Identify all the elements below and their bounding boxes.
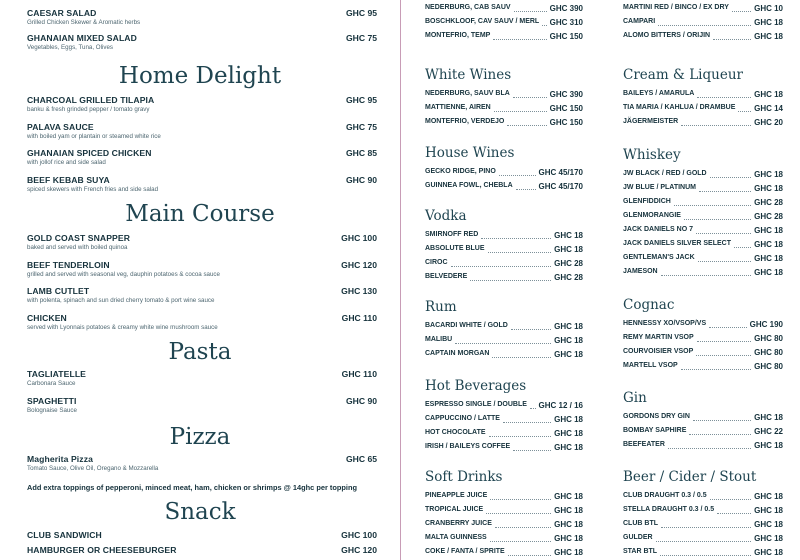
dotted-leader <box>530 408 536 409</box>
item-description: Tomato Sauce, Olive Oil, Oregano & Mozzarella <box>27 465 159 472</box>
dotted-leader <box>710 499 751 500</box>
drink-item <box>623 320 783 330</box>
drink-price: GHC 22 <box>754 427 783 436</box>
item-name: BEEF KEBAB SUYA <box>27 175 110 185</box>
drink-price: GHC 18 <box>554 429 583 438</box>
drink-price: GHC 18 <box>754 240 783 249</box>
drink-name: BOMBAY SAPHIRE <box>623 427 687 434</box>
item-name: PALAVA SAUCE <box>27 122 94 132</box>
section-title-home-delight: Home Delight <box>118 63 282 89</box>
drink-item <box>425 548 583 558</box>
dotted-leader <box>693 420 751 421</box>
drink-price: GHC 10 <box>754 4 783 13</box>
drink-item <box>425 231 583 241</box>
item-description: Vegetables, Eggs, Tuna, Olives <box>27 44 113 51</box>
item-price: GHC 90 <box>345 175 377 185</box>
drink-item <box>623 413 783 423</box>
drink-name: REMY MARTIN VSOP <box>623 334 694 341</box>
drink-item <box>623 90 783 100</box>
drink-item <box>623 18 783 28</box>
drink-price: GHC 14 <box>754 104 783 113</box>
drink-item <box>623 104 783 114</box>
drink-name: GLENMORANGIE <box>623 212 681 219</box>
drink-section-title: Cognac <box>623 297 675 313</box>
dotted-leader <box>699 191 751 192</box>
drink-price: GHC 18 <box>554 231 583 240</box>
dotted-leader <box>732 11 751 12</box>
drink-name: CAPTAIN MORGAN <box>425 350 490 357</box>
drink-name: GORDONS DRY GIN <box>623 413 690 420</box>
dotted-leader <box>668 448 751 449</box>
drink-item <box>425 259 583 269</box>
drink-item <box>623 362 783 372</box>
drink-price: GHC 18 <box>554 322 583 331</box>
item-name: CAESAR SALAD <box>27 8 97 18</box>
dotted-leader <box>490 499 551 500</box>
drink-name: ALOMO BITTERS / ORIJIN <box>623 32 711 39</box>
drink-price: GHC 18 <box>554 350 583 359</box>
drink-price: GHC 28 <box>554 259 583 268</box>
drink-item <box>623 441 783 451</box>
drink-item <box>623 170 783 180</box>
drink-name: STAR BTL <box>623 548 658 555</box>
menu-item <box>27 369 377 387</box>
dotted-leader <box>503 422 551 423</box>
item-name: LAMB CUTLET <box>27 286 90 296</box>
item-price: GHC 110 <box>341 313 377 323</box>
dotted-leader <box>499 175 536 176</box>
drink-price: GHC 18 <box>754 548 783 557</box>
dotted-leader <box>674 205 751 206</box>
drink-item <box>425 18 583 28</box>
item-description: Bolognaise Sauce <box>27 407 77 414</box>
drink-name: ABSOLUTE BLUE <box>425 245 485 252</box>
drink-item <box>425 118 583 128</box>
drink-item <box>623 427 783 437</box>
drink-price: GHC 80 <box>754 348 783 357</box>
menu-item <box>27 454 377 472</box>
item-name: CLUB SANDWICH <box>27 530 102 540</box>
item-name: CHARCOAL GRILLED TILAPIA <box>27 95 155 105</box>
dotted-leader <box>738 111 751 112</box>
dotted-leader <box>681 125 751 126</box>
drink-name: GULDER <box>623 534 653 541</box>
drink-name: TIA MARIA / KAHLUA / DRAMBUE <box>623 104 736 111</box>
dotted-leader <box>697 97 751 98</box>
dotted-leader <box>717 513 751 514</box>
dotted-leader <box>513 450 551 451</box>
menu-item <box>27 396 377 414</box>
drink-item <box>425 182 583 192</box>
drink-name: BAILEYS / AMARULA <box>623 90 695 97</box>
drink-item <box>425 245 583 255</box>
drink-item <box>623 184 783 194</box>
drink-item <box>623 254 783 264</box>
dotted-leader <box>696 355 751 356</box>
drink-price: GHC 310 <box>549 18 583 27</box>
section-title-main-course: Main Course <box>125 201 275 227</box>
menu-item <box>27 233 377 251</box>
dotted-leader <box>656 541 751 542</box>
drink-price: GHC 18 <box>754 90 783 99</box>
dotted-leader <box>514 11 547 12</box>
drink-price: GHC 150 <box>549 32 583 41</box>
drink-price: GHC 390 <box>549 4 583 13</box>
item-price: GHC 120 <box>341 260 377 270</box>
drink-price: GHC 18 <box>754 534 783 543</box>
dotted-leader <box>490 541 551 542</box>
dotted-leader <box>495 527 551 528</box>
item-description: with jollof rice and side salad <box>27 159 106 166</box>
menu-item <box>27 260 377 278</box>
item-price: GHC 90 <box>345 396 377 406</box>
drink-name: GENTLEMAN'S JACK <box>623 254 695 261</box>
item-price: GHC 85 <box>345 148 377 158</box>
dotted-leader <box>511 329 551 330</box>
drink-item <box>425 4 583 14</box>
dotted-leader <box>488 252 551 253</box>
dotted-leader <box>658 25 751 26</box>
drink-price: GHC 18 <box>554 443 583 452</box>
drink-item <box>425 506 583 516</box>
drink-section-title: Soft Drinks <box>425 469 503 485</box>
drink-item <box>623 520 783 530</box>
drink-item <box>623 118 783 128</box>
item-description: with boiled yam or plantain or steamed white rice <box>27 133 161 140</box>
drink-item <box>425 534 583 544</box>
drink-name: CRANBERRY JUICE <box>425 520 492 527</box>
item-price: GHC 75 <box>345 122 377 132</box>
dotted-leader <box>709 327 747 328</box>
item-price: GHC 95 <box>345 8 377 18</box>
drink-price: GHC 18 <box>754 18 783 27</box>
drink-name: STELLA DRAUGHT 0.3 / 0.5 <box>623 506 715 513</box>
drink-name: JAMESON <box>623 268 658 275</box>
drink-name: BEEFEATER <box>623 441 665 448</box>
item-name: BEEF TENDERLOIN <box>27 260 110 270</box>
drink-price: GHC 18 <box>754 170 783 179</box>
dotted-leader <box>513 97 547 98</box>
drink-price: GHC 80 <box>754 334 783 343</box>
drink-item <box>623 212 783 222</box>
drink-item <box>623 334 783 344</box>
drink-price: GHC 18 <box>754 268 783 277</box>
drink-name: NEDERBURG, CAB SAUV <box>425 4 511 11</box>
dotted-leader <box>661 275 751 276</box>
drink-item <box>425 104 583 114</box>
item-name: GHANAIAN MIXED SALAD <box>27 33 137 43</box>
drink-name: NEDERBURG, SAUV BLA <box>425 90 510 97</box>
section-title-pasta: Pasta <box>168 339 232 365</box>
drink-section-title: Rum <box>425 299 457 315</box>
drink-item <box>425 415 583 425</box>
drink-name: MONTEFRIO, VERDEJO <box>425 118 505 125</box>
item-description: served with Lyonnais potatoes & creamy white wine mushroom sauce <box>27 324 218 331</box>
dotted-leader <box>486 513 551 514</box>
dotted-leader <box>710 177 751 178</box>
menu-item <box>27 175 377 193</box>
drink-item <box>425 32 583 42</box>
drink-price: GHC 18 <box>554 548 583 557</box>
drink-price: GHC 28 <box>754 212 783 221</box>
drinks-column-right <box>606 0 800 560</box>
drink-name: GLENFIDDICH <box>623 198 671 205</box>
item-name: CHICKEN <box>27 313 67 323</box>
drink-name: IRISH / BAILEYS COFFEE <box>425 443 511 450</box>
drink-item <box>623 198 783 208</box>
drinks-column-left <box>408 0 594 560</box>
item-price: GHC 120 <box>341 545 377 555</box>
drink-name: MATTIENNE, AIREN <box>425 104 491 111</box>
menu-item <box>27 8 377 26</box>
drink-price: GHC 18 <box>754 520 783 529</box>
item-description: with polenta, spinach and sun dried cherry tomato & port wine sauce <box>27 297 215 304</box>
drink-name: MALTA GUINNESS <box>425 534 487 541</box>
drink-name: COKE / FANTA / SPRITE <box>425 548 505 555</box>
section-title-snack: Snack <box>164 499 236 525</box>
drink-item <box>425 273 583 283</box>
item-name: TAGLIATELLE <box>27 369 87 379</box>
drink-name: HOT CHOCOLATE <box>425 429 486 436</box>
drink-name: ESPRESSO SINGLE / DOUBLE <box>425 401 527 408</box>
drink-name: CLUB DRAUGHT 0.3 / 0.5 <box>623 492 707 499</box>
drink-name: MARTELL VSOP <box>623 362 678 369</box>
item-name: SPAGHETTI <box>27 396 77 406</box>
menu-item <box>27 122 377 140</box>
drink-item <box>623 548 783 558</box>
dotted-leader <box>542 25 547 26</box>
drink-name: GUINNEA FOWL, CHEBLA <box>425 182 513 189</box>
drink-name: MONTEFRIO, TEMP <box>425 32 491 39</box>
drink-price: GHC 18 <box>554 336 583 345</box>
menu-item <box>27 33 377 51</box>
item-description: spiced skewers with French fries and side salad <box>27 186 159 193</box>
drink-name: BOSCHKLOOF, CAV SAUV / MERL <box>425 18 540 25</box>
drink-price: GHC 18 <box>554 506 583 515</box>
drink-section-title: Cream & Liqueur <box>623 67 743 83</box>
drink-item <box>425 492 583 502</box>
drink-name: TROPICAL JUICE <box>425 506 484 513</box>
drink-price: GHC 150 <box>549 104 583 113</box>
drink-price: GHC 18 <box>754 184 783 193</box>
drink-item <box>425 443 583 453</box>
dotted-leader <box>698 261 751 262</box>
drink-section-title: Hot Beverages <box>425 378 527 394</box>
drink-name: BELVEDERE <box>425 273 468 280</box>
item-name: Magherita Pizza <box>27 454 93 464</box>
drink-name: JACK DANIELS SILVER SELECT <box>623 240 731 247</box>
drink-name: CAPPUCCINO / LATTE <box>425 415 500 422</box>
dotted-leader <box>494 111 547 112</box>
dotted-leader <box>508 555 551 556</box>
column-divider <box>400 0 401 560</box>
menu-item <box>27 148 377 166</box>
menu-item <box>27 313 377 331</box>
drink-item <box>425 401 583 411</box>
drink-item <box>425 168 583 178</box>
drink-item <box>425 429 583 439</box>
drink-item <box>623 32 783 42</box>
dotted-leader <box>697 341 751 342</box>
drink-name: SMIRNOFF RED <box>425 231 479 238</box>
drink-item <box>623 4 783 14</box>
drink-price: GHC 18 <box>554 534 583 543</box>
dotted-leader <box>734 247 751 248</box>
item-price: GHC 130 <box>341 286 377 296</box>
drink-price: GHC 18 <box>754 506 783 515</box>
drink-price: GHC 190 <box>749 320 783 329</box>
drink-price: GHC 12 / 16 <box>538 401 583 410</box>
dotted-leader <box>455 343 551 344</box>
dotted-leader <box>684 219 751 220</box>
drink-price: GHC 45/170 <box>538 182 583 191</box>
drink-name: JW BLUE / PLATINUM <box>623 184 696 191</box>
drink-price: GHC 18 <box>754 254 783 263</box>
drink-price: GHC 18 <box>754 413 783 422</box>
dotted-leader <box>451 266 551 267</box>
drink-name: GECKO RIDGE, PINO <box>425 168 496 175</box>
item-price: GHC 65 <box>345 454 377 464</box>
drink-name: CIROC <box>425 259 448 266</box>
drink-price: GHC 28 <box>754 198 783 207</box>
item-name: GOLD COAST SNAPPER <box>27 233 131 243</box>
dotted-leader <box>470 280 551 281</box>
drink-name: MALIBU <box>425 336 453 343</box>
item-price: GHC 95 <box>345 95 377 105</box>
drink-name: JÄGERMEISTER <box>623 118 679 125</box>
drink-price: GHC 18 <box>554 520 583 529</box>
dotted-leader <box>492 357 551 358</box>
drink-section-title: Vodka <box>425 208 467 224</box>
drink-price: GHC 80 <box>754 362 783 371</box>
dotted-leader <box>689 434 751 435</box>
menu-item <box>27 545 377 555</box>
menu-item <box>27 530 377 540</box>
item-description: Carbonara Sauce <box>27 380 76 387</box>
pizza-toppings-note: Add extra toppings of pepperoni, minced meat, ham, chicken or shrimps @ 14ghc per topping <box>27 483 357 492</box>
drink-item <box>623 534 783 544</box>
drink-item <box>623 492 783 502</box>
item-name: GHANAIAN SPICED CHICKEN <box>27 148 152 158</box>
drink-name: CAMPARI <box>623 18 656 25</box>
dotted-leader <box>681 369 751 370</box>
drink-item <box>425 520 583 530</box>
drink-section-title: House Wines <box>425 145 515 161</box>
drink-name: PINEAPPLE JUICE <box>425 492 488 499</box>
drink-price: GHC 18 <box>754 226 783 235</box>
drink-price: GHC 18 <box>554 492 583 501</box>
drink-name: HENNESSY XO/VSOP/VS <box>623 320 707 327</box>
dotted-leader <box>660 555 751 556</box>
drink-name: BACARDI WHITE / GOLD <box>425 322 508 329</box>
drink-item <box>425 90 583 100</box>
drink-price: GHC 18 <box>754 492 783 501</box>
drink-price: GHC 28 <box>554 273 583 282</box>
drink-price: GHC 20 <box>754 118 783 127</box>
item-name: HAMBURGER OR CHEESEBURGER <box>27 545 177 555</box>
menu-item <box>27 286 377 304</box>
item-description: grilled and served with seasonal veg, dauphin potatoes & cocoa sauce <box>27 271 220 278</box>
dotted-leader <box>696 233 751 234</box>
item-price: GHC 100 <box>341 530 377 540</box>
section-title-pizza: Pizza <box>169 424 231 450</box>
drink-item <box>623 348 783 358</box>
drink-item <box>623 240 783 250</box>
menu-item <box>27 95 377 113</box>
drink-price: GHC 390 <box>549 90 583 99</box>
drink-price: GHC 18 <box>754 441 783 450</box>
drink-price: GHC 18 <box>554 415 583 424</box>
drink-name: MARTINI RED / BINCO / EX DRY <box>623 4 729 11</box>
dotted-leader <box>481 238 551 239</box>
drink-name: CLUB BTL <box>623 520 658 527</box>
dotted-leader <box>507 125 547 126</box>
drink-item <box>623 268 783 278</box>
drink-price: GHC 45/170 <box>538 168 583 177</box>
item-description: Grilled Chicken Skewer & Aromatic herbs <box>27 19 141 26</box>
drink-item <box>425 322 583 332</box>
drink-item <box>425 350 583 360</box>
dotted-leader <box>661 527 751 528</box>
drink-price: GHC 18 <box>754 32 783 41</box>
item-price: GHC 75 <box>345 33 377 43</box>
drink-price: GHC 18 <box>554 245 583 254</box>
drink-name: COURVOISIER VSOP <box>623 348 694 355</box>
drink-name: JACK DANIELS NO 7 <box>623 226 694 233</box>
item-description: banku & fresh grinded pepper / tomato gravy <box>27 106 150 113</box>
item-price: GHC 110 <box>341 369 377 379</box>
drink-section-title: Beer / Cider / Stout <box>623 469 757 485</box>
drink-item <box>623 506 783 516</box>
dotted-leader <box>489 436 551 437</box>
drink-item <box>425 336 583 346</box>
dotted-leader <box>713 39 751 40</box>
drink-price: GHC 150 <box>549 118 583 127</box>
drink-section-title: White Wines <box>425 67 512 83</box>
item-description: baked and served with boiled quinoa <box>27 244 128 251</box>
drink-section-title: Gin <box>623 390 647 406</box>
dotted-leader <box>493 39 547 40</box>
item-price: GHC 100 <box>341 233 377 243</box>
drink-name: JW BLACK / RED / GOLD <box>623 170 707 177</box>
drink-item <box>623 226 783 236</box>
drink-section-title: Whiskey <box>623 147 681 163</box>
dotted-leader <box>516 189 536 190</box>
